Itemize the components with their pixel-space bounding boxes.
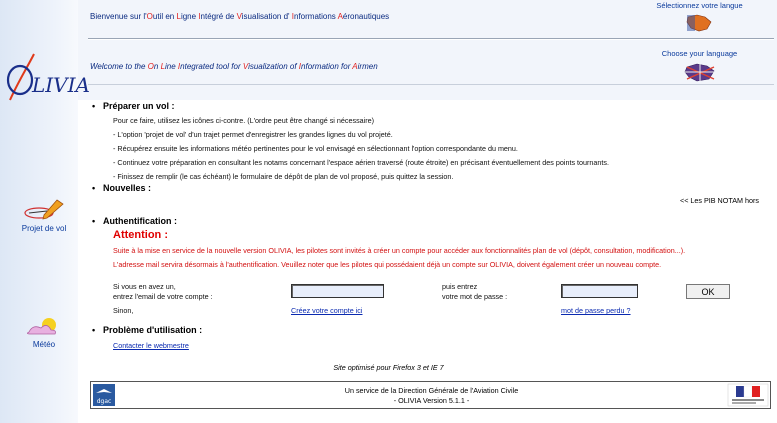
welcome-en: Welcome to the On Line Integrated tool for Visualization of Information for Airmen	[90, 62, 378, 71]
footer	[90, 381, 771, 409]
password-input[interactable]	[561, 284, 638, 298]
preparer-line: - Récupérez ensuite les informations météo pertinentes pour le vol envisagé en sélectionnant l'option correspondante du menu.	[113, 144, 518, 153]
language-selector-fr[interactable]	[652, 1, 747, 35]
ministry-logo-icon	[728, 384, 768, 406]
footer-service: Un service de la Direction Générale de l'Aviation Civile	[344, 386, 519, 395]
section-nouvelles-title: • Nouvelles :	[92, 183, 152, 193]
dgac-logo-text: dgac	[96, 398, 112, 405]
uk-flag-icon	[683, 61, 717, 83]
language-selector-en[interactable]	[652, 49, 747, 85]
section-probleme-title: • Problème d'utilisation :	[92, 325, 203, 335]
sidebar-item-label: Projet de vol	[21, 224, 67, 233]
ok-button[interactable]: OK	[686, 284, 730, 299]
password-label: votre mot de passe :	[442, 292, 508, 301]
email-label: Si vous en avez un,	[113, 282, 176, 291]
olivia-logo[interactable]	[4, 52, 90, 104]
email-input[interactable]	[291, 284, 384, 298]
preparer-line: - L'option 'projet de vol' d'un trajet permet d'enregistrer les grandes lignes du vol projeté.	[113, 130, 393, 139]
sinon-label: Sinon,	[113, 306, 134, 315]
france-flag-icon	[685, 13, 715, 33]
language-label-fr: Sélectionnez votre langue	[656, 1, 743, 10]
footer-version: - OLIVIA Version 5.1.1 -	[393, 396, 470, 405]
auth-warning: Suite à la mise en service de la nouvelle version OLIVIA, les pilotes sont invités à créer un compte pour accéder aux fonctionnalités plan de vol (dépôt, consultation, modification...).	[113, 246, 686, 255]
attention-heading: Attention :	[113, 229, 168, 241]
language-label-en: Choose your language	[661, 49, 738, 58]
sidebar-item-projet-de-vol[interactable]	[0, 198, 88, 233]
preparer-line: - Finissez de remplir (le cas échéant) le formulaire de dépôt de plan de vol proposé, puis quittez la session.	[113, 172, 454, 181]
sidebar-item-label: Météo	[32, 340, 56, 349]
password-label: puis entrez	[442, 282, 478, 291]
email-label: entrez l'email de votre compte :	[113, 292, 213, 301]
footer-text	[91, 386, 772, 406]
header-divider	[88, 38, 774, 40]
pib-notam-link[interactable]: << Les PIB NOTAM hors	[680, 196, 759, 205]
cloud-sun-icon	[21, 316, 67, 338]
auth-warning: L'adresse mail servira désormais à l'authentification. Veuillez noter que les pilotes qui possédaient déjà un compte sur OLIVIA, doivent également créer un nouveau compte.	[113, 260, 662, 269]
preparer-line: Pour ce faire, utilisez les icônes ci-contre. (L'ordre peut être changé si nécessaire)	[113, 116, 375, 125]
section-auth-title: • Authentification :	[92, 216, 177, 226]
sidebar-item-meteo[interactable]	[0, 316, 88, 349]
logo-text: LIVIA	[32, 73, 90, 97]
forgot-password-link[interactable]: mot de passe perdu ?	[561, 306, 631, 315]
header-divider-2	[88, 84, 774, 85]
welcome-fr: Bienvenue sur l'Outil en Ligne Intégré de Visualisation d' Informations Aéronautiques	[90, 12, 390, 21]
browser-note: Site optimisé pour Firefox 3 et IE 7	[333, 363, 444, 372]
create-account-link[interactable]: Créez votre compte ici	[291, 306, 363, 315]
contact-webmaster-link[interactable]: Contacter le webmestre	[113, 341, 189, 350]
pencil-plane-icon	[21, 198, 67, 222]
section-preparer-title: • Préparer un vol :	[92, 101, 175, 111]
preparer-line: - Continuez votre préparation en consultant les notams concernant l'espace aérien traversé (route étroite) en précisant éventuellement des points tournants.	[113, 158, 609, 167]
